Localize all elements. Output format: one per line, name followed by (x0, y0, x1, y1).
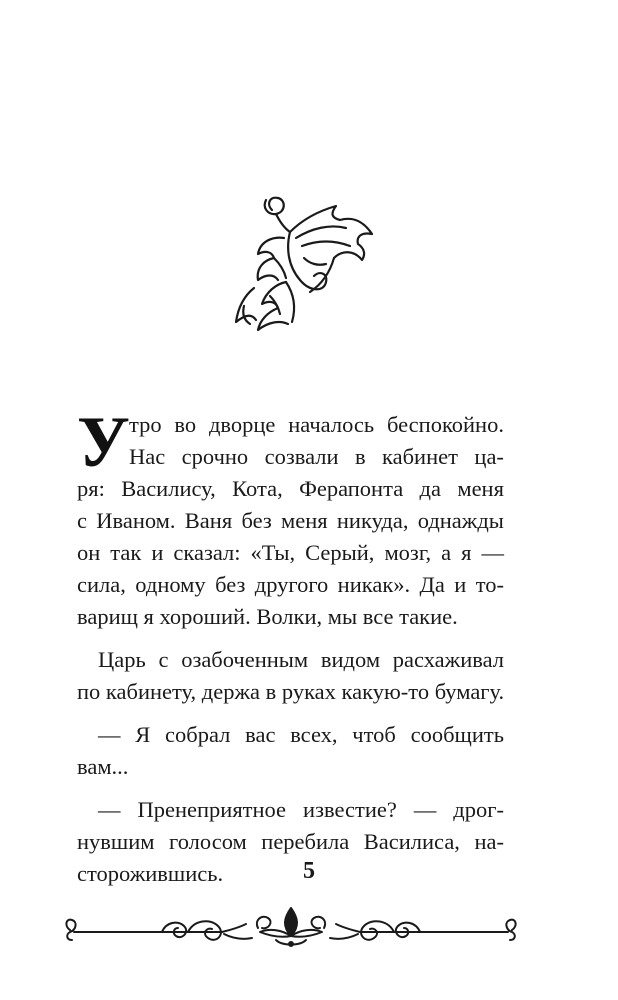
word: кабинет (382, 444, 458, 469)
word: однажды (417, 508, 504, 533)
paragraph (77, 719, 504, 783)
word: Нас (129, 444, 166, 469)
word: видом (320, 647, 381, 672)
text-line (77, 441, 504, 473)
word: тро (129, 412, 162, 437)
word: Василису, (121, 476, 216, 501)
word: перебила (261, 829, 350, 854)
text-line-content: варищ я хороший. Волки, мы все такие. (77, 604, 458, 629)
text-line (77, 719, 504, 751)
word: вас (245, 722, 276, 747)
paragraph (77, 402, 504, 633)
word: то- (475, 572, 504, 597)
word: меня (281, 508, 328, 533)
word: сообщить (410, 722, 504, 747)
text-line (77, 601, 504, 633)
word: да (419, 476, 441, 501)
text-line (77, 569, 504, 601)
word: расхаживал (392, 647, 504, 672)
word: чтоб (352, 722, 396, 747)
word: Царь (98, 647, 146, 672)
word: во (174, 412, 197, 437)
word: сказал: (173, 540, 241, 565)
word: собрал (165, 722, 231, 747)
word: Пренеприятное (137, 797, 287, 822)
word: одному (135, 572, 206, 597)
body-text (77, 402, 505, 890)
word: сила, (77, 572, 126, 597)
drop-cap: У (77, 402, 130, 482)
word: голосом (169, 829, 247, 854)
word: он (77, 540, 101, 565)
word: с (158, 647, 169, 672)
page-number: 5 (303, 858, 315, 884)
word: Кота, (232, 476, 283, 501)
word: Василиса, (363, 829, 460, 854)
word: Ферапонта (299, 476, 404, 501)
word: срочно (181, 444, 249, 469)
text-line-content: сторожившись. (77, 861, 224, 886)
word: без (241, 508, 272, 533)
word: Ваня (184, 508, 233, 533)
word: так (110, 540, 142, 565)
word: озабоченным (181, 647, 309, 672)
text-line (77, 505, 504, 537)
word: другого (254, 572, 329, 597)
text-line-content: по кабинету, держа в руках какую-то бумагу. (77, 679, 505, 704)
word: ря: (77, 476, 105, 501)
word: на- (474, 829, 504, 854)
word: — (98, 722, 121, 747)
word: дворце (208, 412, 276, 437)
text-line-content: вам... (77, 754, 129, 779)
word: без (215, 572, 246, 597)
text-line (77, 537, 504, 569)
scroll-flourish-icon (62, 900, 520, 952)
word: созвали (264, 444, 339, 469)
word: и (151, 540, 164, 565)
word: ца- (474, 444, 504, 469)
text-line (77, 751, 504, 783)
word: — (481, 540, 504, 565)
word: Я (135, 722, 151, 747)
word: меня (457, 476, 504, 501)
word: — (98, 797, 121, 822)
word: — (413, 797, 437, 822)
text-line (77, 676, 504, 708)
word: нувшим (77, 829, 155, 854)
word: никуда, (336, 508, 409, 533)
word: «Ты, (250, 540, 296, 565)
word: мозг, (384, 540, 432, 565)
text-line (77, 794, 504, 826)
word: Иваном. (96, 508, 176, 533)
word: я (461, 540, 472, 565)
word: и (454, 572, 467, 597)
word: началось (288, 412, 375, 437)
word: Серый, (305, 540, 375, 565)
word: Да (419, 572, 445, 597)
word: беспокойно. (386, 412, 504, 437)
acanthus-leaf-icon (214, 188, 384, 338)
word: в (354, 444, 366, 469)
word: всех, (290, 722, 338, 747)
word: с (77, 508, 87, 533)
paragraph (77, 644, 504, 708)
text-line (77, 409, 504, 441)
text-line (77, 826, 504, 858)
word: никак». (337, 572, 411, 597)
text-line (77, 473, 504, 505)
word: дрог- (453, 797, 504, 822)
word: известие? (303, 797, 397, 822)
word: а (441, 540, 452, 565)
text-line (77, 644, 504, 676)
